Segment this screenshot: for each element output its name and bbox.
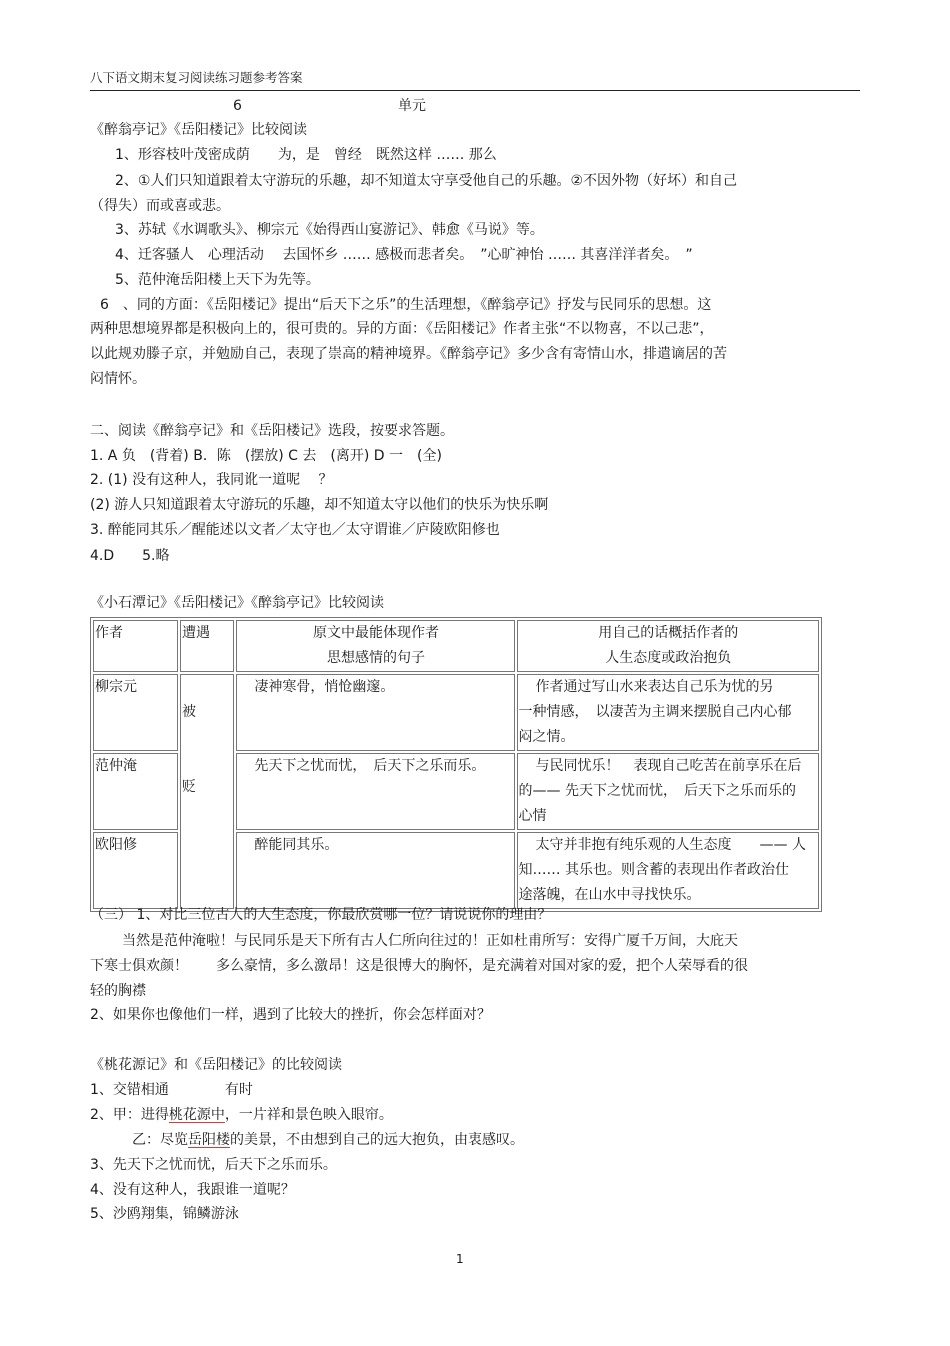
row2-summary bbox=[517, 753, 819, 830]
document-header-title: 八下语文期末复习阅读练习题参考答案 bbox=[90, 70, 303, 85]
section3-answer-1-line1: 当然是范仲淹啦！与民同乐是天下所有古人仁所向往过的！正如杜甫所写：安得广厦千万间，大庇天 bbox=[122, 933, 738, 949]
section2-answer-2b: (2) 游人只知道跟着太守游玩的乐趣，却不知道太守以他们的快乐为快乐啊 bbox=[90, 497, 549, 513]
section4-answer-5: 5、沙鸥翔集，锦鳞游泳 bbox=[90, 1206, 239, 1222]
section4-answer-2-line1 bbox=[90, 1106, 393, 1124]
row3-summary-line2: 知…… 其乐也。则含蓄的表现出作者政治仕 bbox=[518, 862, 789, 878]
row3-summary-line3: 途落魄，在山水中寻找快乐。 bbox=[518, 887, 701, 903]
row2-summary-line3: 心情 bbox=[518, 808, 547, 824]
section1-answer-4: 4、迁客骚人 心理活动 去国怀乡 …… 感极而悲者矣。 ”心旷神怡 …… 其喜洋洋者矣。 ” bbox=[115, 247, 693, 263]
row1-author: 柳宗元 bbox=[93, 674, 178, 751]
row2-summary-line1: 与民同忧乐！ 表现自己吃苦在前享乐在后 bbox=[535, 758, 802, 774]
page-number: 1 bbox=[456, 1252, 464, 1266]
header-summary bbox=[517, 620, 819, 672]
section4-answer-4: 4、没有这种人，我跟谁一道呢？ bbox=[90, 1182, 295, 1198]
fate-char-1: 被 bbox=[182, 704, 197, 720]
section4-answer-2-line2 bbox=[132, 1131, 524, 1149]
section1-answer-6-line1: 6 、同的方面：《岳阳楼记》提出“后天下之乐”的生活理想，《醉翁亭记》抒发与民同乐的思想。这 bbox=[100, 297, 712, 313]
row3-quote: 醉能同其乐。 bbox=[236, 832, 514, 909]
section3-title: 《小石潭记》《岳阳楼记》《醉翁亭记》比较阅读 bbox=[90, 595, 384, 611]
header-author: 作者 bbox=[93, 620, 178, 672]
row3-summary-line1: 太守并非抱有纯乐观的人生态度 —— 人 bbox=[535, 837, 806, 853]
section2-answer-3: 3. 醉能同其乐／醒能述以文者／太守也／太守谓谁／庐陵欧阳修也 bbox=[90, 522, 500, 538]
row1-summary-line1: 作者通过写山水来表达自己乐为忧的另 bbox=[535, 679, 774, 695]
section1-answer-6-line2: 两种思想境界都是积极向上的，很可贵的。异的方面：《岳阳楼记》作者主张“不以物喜，不以己悲”， bbox=[90, 321, 714, 337]
fate-char-2: 贬 bbox=[182, 779, 197, 795]
row2-author: 范仲淹 bbox=[93, 753, 178, 830]
answer-2-yi-underlined: 岳阳楼 bbox=[188, 1132, 230, 1148]
section2-answer-2: 2. (1) 没有这种人，我同讹一道呢 ？ bbox=[90, 472, 333, 488]
header-quote bbox=[236, 620, 514, 672]
row3-author: 欧阳修 bbox=[93, 832, 178, 909]
answer-2-yi-suffix: 的美景，不由想到自己的远大抱负，由衷感叹。 bbox=[230, 1132, 524, 1148]
comparison-table bbox=[90, 617, 822, 912]
section1-answer-6-line3: 以此规劝滕子京，并勉励自己，表现了崇高的精神境界。《醉翁亭记》多少含有寄情山水，排遣谪居的苦 bbox=[90, 346, 727, 362]
fate-cell bbox=[180, 674, 234, 909]
table-row bbox=[93, 674, 819, 751]
section4-title: 《桃花源记》和《岳阳楼记》的比较阅读 bbox=[90, 1057, 342, 1073]
answer-2-jia-underlined: 桃花源中 bbox=[168, 1107, 225, 1123]
section3-question-1: （三） 1、对比三位古人的人生态度，你最欣赏哪一位？请说说你的理由？ bbox=[90, 907, 552, 923]
section1-answer-6-line4: 闷情怀。 bbox=[90, 371, 146, 387]
table-header-row bbox=[93, 620, 819, 672]
header-summary-line2: 人生态度或政治抱负 bbox=[605, 650, 732, 666]
row1-summary-line3: 闷之情。 bbox=[518, 729, 575, 745]
section1-answer-2-line2: （得失）而或喜或悲。 bbox=[90, 198, 230, 214]
row2-summary-line2: 的—— 先天下之忧而忧， 后天下之乐而乐的 bbox=[518, 783, 796, 799]
row1-summary bbox=[517, 674, 819, 751]
section3-answer-1-line2: 下寒士俱欢颜！ 多么豪情，多么激昂！这是很博大的胸怀，是充满着对国对家的爱，把个人荣辱看的很 bbox=[90, 958, 748, 974]
section2-answer-4-5: 4.D 5.略 bbox=[90, 548, 170, 564]
header-divider bbox=[90, 90, 860, 91]
row2-quote: 先天下之忧而忧， 后天下之乐而乐。 bbox=[236, 753, 514, 830]
section3-question-2: 2、如果你也像他们一样，遇到了比较大的挫折，你会怎样面对？ bbox=[90, 1007, 491, 1023]
section1-answer-3: 3、苏轼《水调歌头》、柳宗元《始得西山宴游记》、韩愈《马说》等。 bbox=[115, 222, 544, 238]
section1-title: 《醉翁亭记》《岳阳楼记》比较阅读 bbox=[90, 122, 307, 138]
row3-summary bbox=[517, 832, 819, 909]
section1-answer-1: 1、形容枝叶茂密成荫 为，是 曾经 既然这样 …… 那么 bbox=[115, 147, 497, 163]
section3-answer-1-line3: 轻的胸襟 bbox=[90, 983, 146, 999]
header-quote-line1: 原文中最能体现作者 bbox=[312, 625, 439, 641]
row1-quote: 凄神寒骨，悄怆幽邃。 bbox=[236, 674, 514, 751]
header-summary-line1: 用自己的话概括作者的 bbox=[598, 625, 739, 641]
section4-answer-3: 3、先天下之忧而忧，后天下之乐而乐。 bbox=[90, 1157, 337, 1173]
section1-answer-5: 5、范仲淹岳阳楼上天下为先等。 bbox=[115, 272, 320, 288]
section2-answer-1: 1. A 负 (背着) B．陈 (摆放) C 去 (离开) D 一 (全) bbox=[90, 448, 442, 464]
section2-title: 二、阅读《醉翁亭记》和《岳阳楼记》选段，按要求答题。 bbox=[90, 423, 454, 439]
answer-2-jia-prefix: 2、甲：进得 bbox=[90, 1107, 169, 1123]
unit-number: 6 bbox=[233, 98, 242, 114]
answer-2-yi-prefix: 乙：尽览 bbox=[132, 1132, 188, 1148]
row1-summary-line2: 一种情感， 以凄苦为主调来摆脱自己内心郁 bbox=[518, 704, 792, 720]
section4-answer-1: 1、交错相通 有时 bbox=[90, 1082, 253, 1098]
answer-2-jia-suffix: ，一片祥和景色映入眼帘。 bbox=[224, 1107, 393, 1123]
unit-label: 单元 bbox=[398, 98, 426, 114]
header-fate: 遭遇 bbox=[180, 620, 234, 672]
header-quote-line2: 思想感情的句子 bbox=[326, 650, 425, 666]
section1-answer-2-line1: 2、①人们只知道跟着太守游玩的乐趣，却不知道太守享受他自己的乐趣。②不因外物（好坏）和自己 bbox=[115, 173, 738, 189]
